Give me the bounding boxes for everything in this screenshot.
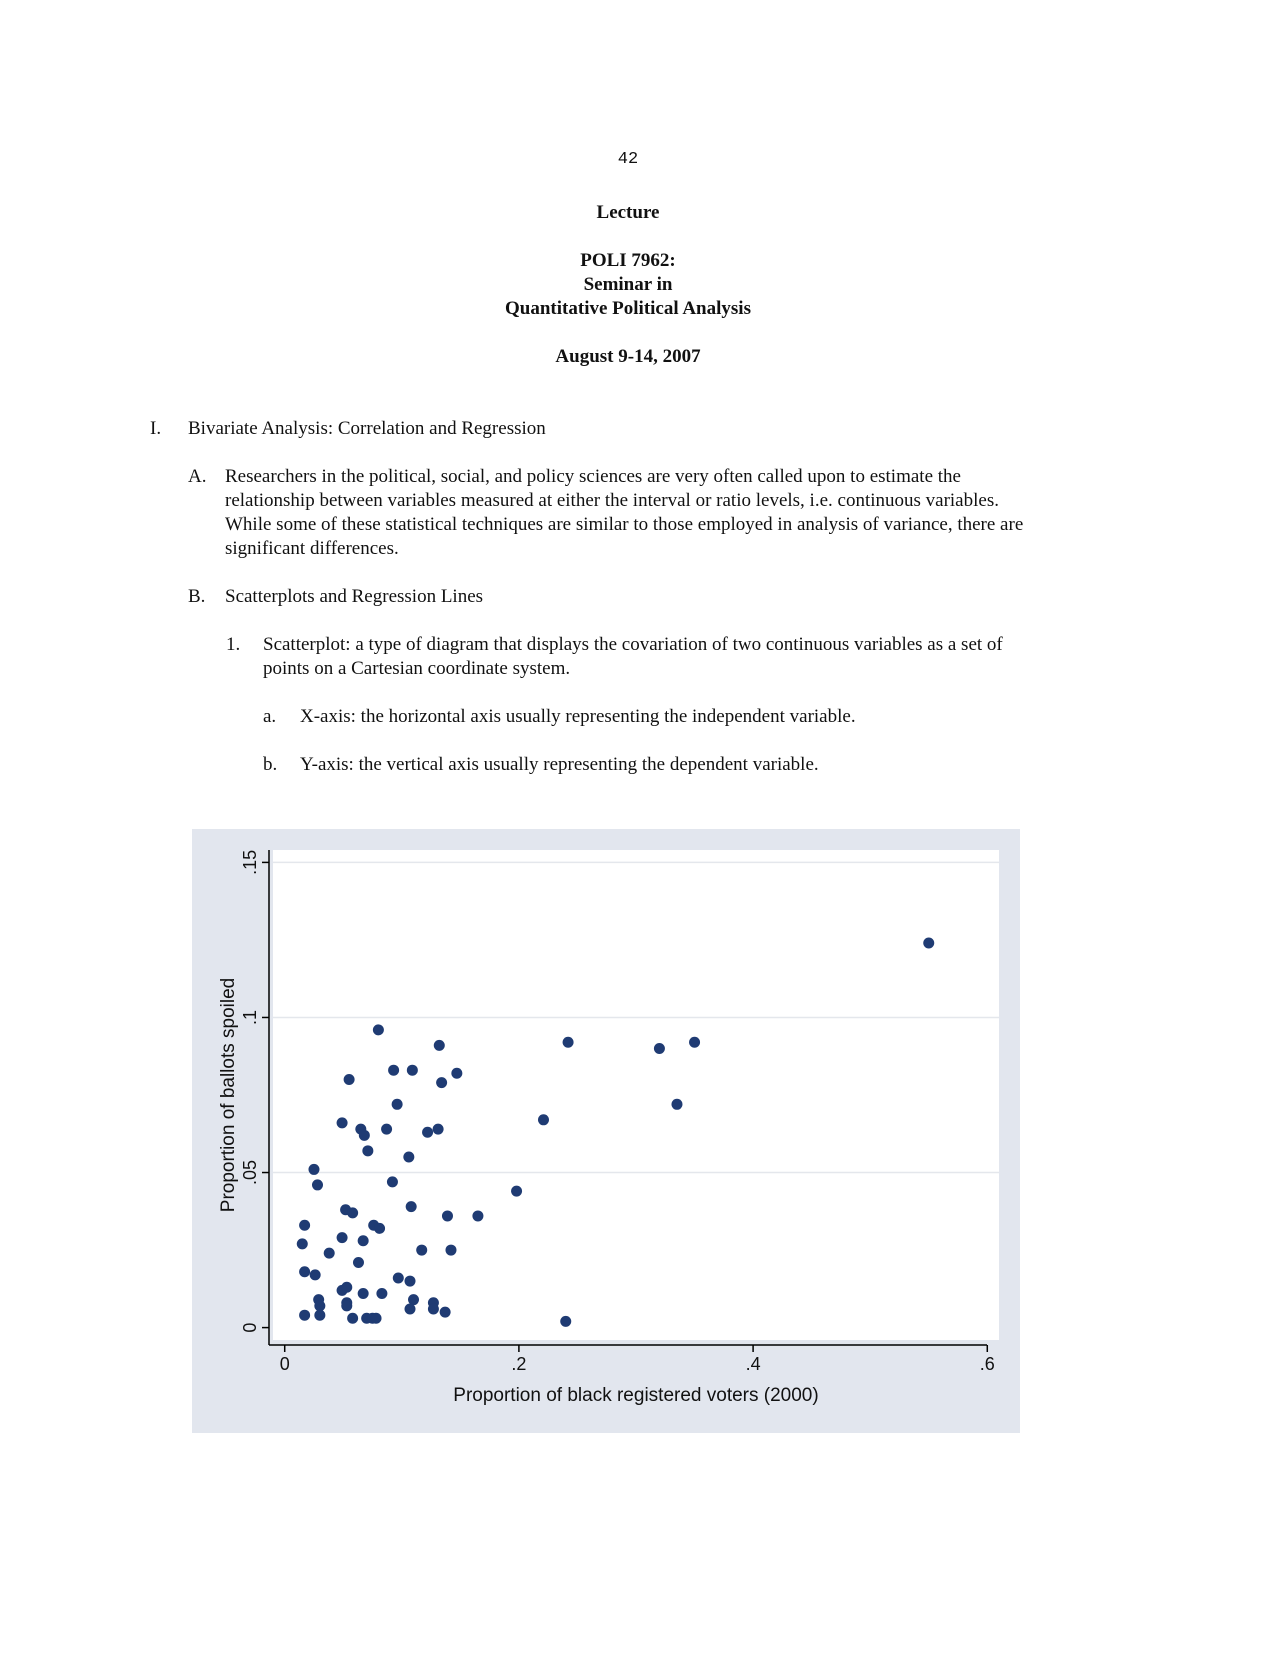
- item-1-line: Scatterplot: a type of diagram that displays the covariation of two continuous variables as a set of: [263, 634, 1003, 655]
- data-point: [405, 1276, 416, 1287]
- data-point: [560, 1316, 571, 1327]
- data-point: [310, 1269, 321, 1280]
- item-a-marker: A.: [188, 466, 207, 487]
- item-b-sub-marker: b.: [263, 754, 278, 775]
- y-axis-title: Proportion of ballots spoiled: [218, 977, 239, 1213]
- data-point: [344, 1074, 355, 1085]
- data-point: [308, 1164, 319, 1175]
- item-a-line: relationship between variables measured at either the interval or ratio levels, i.e. continuous variables.: [225, 490, 999, 511]
- data-point: [358, 1235, 369, 1246]
- x-tick-label: .6: [979, 1354, 995, 1374]
- data-point: [671, 1099, 682, 1110]
- data-point: [353, 1257, 364, 1268]
- item-b-heading: Scatterplots and Regression Lines: [225, 586, 484, 607]
- data-point: [563, 1037, 574, 1048]
- x-tick-label: 0: [279, 1354, 290, 1374]
- section-marker: I.: [150, 418, 162, 439]
- course-title-line2: Quantitative Political Analysis: [505, 298, 751, 319]
- data-point: [472, 1210, 483, 1221]
- data-point: [406, 1201, 417, 1212]
- section-heading: Bivariate Analysis: Correlation and Regression: [188, 418, 546, 439]
- data-point: [373, 1024, 384, 1035]
- lecture-heading: Lecture: [596, 202, 660, 223]
- data-point: [314, 1310, 325, 1321]
- item-a-line: While some of these statistical techniques are similar to those employed in analysis of variance, there are: [225, 514, 1024, 535]
- data-point: [358, 1288, 369, 1299]
- x-tick-label: .4: [745, 1354, 761, 1374]
- data-point: [445, 1245, 456, 1256]
- y-tick-label: 0: [240, 1322, 260, 1333]
- data-point: [324, 1248, 335, 1259]
- item-a-line: significant differences.: [225, 538, 399, 559]
- x-tick-label: .2: [511, 1354, 527, 1374]
- item-a-line: Researchers in the political, social, and policy sciences are very often called upon to estimate the: [225, 466, 961, 487]
- plot-area: [273, 850, 999, 1340]
- data-point: [387, 1176, 398, 1187]
- data-point: [299, 1220, 310, 1231]
- data-point: [337, 1117, 348, 1128]
- data-point: [341, 1282, 352, 1293]
- data-point: [428, 1303, 439, 1314]
- data-point: [538, 1114, 549, 1125]
- data-point: [359, 1130, 370, 1141]
- data-point: [422, 1127, 433, 1138]
- data-point: [433, 1124, 444, 1135]
- data-point: [416, 1245, 427, 1256]
- data-point: [347, 1313, 358, 1324]
- y-tick-label: .15: [240, 849, 260, 875]
- data-point: [362, 1145, 373, 1156]
- data-point: [403, 1152, 414, 1163]
- data-point: [337, 1232, 348, 1243]
- data-point: [376, 1288, 387, 1299]
- data-point: [388, 1065, 399, 1076]
- scatterplot-chart: [192, 829, 1020, 1433]
- scatterplot-figure: [192, 829, 1020, 1433]
- lecture-date: August 9-14, 2007: [555, 346, 701, 367]
- y-tick-label: .05: [240, 1160, 260, 1186]
- data-point: [381, 1124, 392, 1135]
- data-point: [923, 938, 934, 949]
- y-tick-label: .1: [240, 1009, 260, 1025]
- data-point: [654, 1043, 665, 1054]
- data-point: [434, 1040, 445, 1051]
- x-axis-title: Proportion of black registered voters (2000): [453, 1385, 819, 1406]
- data-point: [405, 1303, 416, 1314]
- data-point: [341, 1300, 352, 1311]
- data-point: [511, 1186, 522, 1197]
- data-point: [407, 1065, 418, 1076]
- course-code: POLI 7962:: [580, 250, 676, 271]
- item-b-marker: B.: [188, 586, 206, 607]
- data-point: [299, 1266, 310, 1277]
- item-a-sub-marker: a.: [263, 706, 277, 727]
- data-point: [442, 1210, 453, 1221]
- course-title-line1: Seminar in: [583, 274, 673, 295]
- data-point: [440, 1307, 451, 1318]
- item-1-marker: 1.: [226, 634, 241, 655]
- data-point: [689, 1037, 700, 1048]
- item-1-line: points on a Cartesian coordinate system.: [263, 658, 571, 679]
- data-point: [436, 1077, 447, 1088]
- data-point: [392, 1099, 403, 1110]
- data-point: [371, 1313, 382, 1324]
- data-point: [374, 1223, 385, 1234]
- x-axis-definition: X-axis: the horizontal axis usually representing the independent variable.: [300, 706, 856, 727]
- data-point: [451, 1068, 462, 1079]
- data-point: [297, 1238, 308, 1249]
- data-point: [393, 1272, 404, 1283]
- data-point: [312, 1179, 323, 1190]
- page-number: 42: [617, 150, 639, 169]
- data-point: [299, 1310, 310, 1321]
- y-axis-definition: Y-axis: the vertical axis usually representing the dependent variable.: [300, 754, 819, 775]
- data-point: [347, 1207, 358, 1218]
